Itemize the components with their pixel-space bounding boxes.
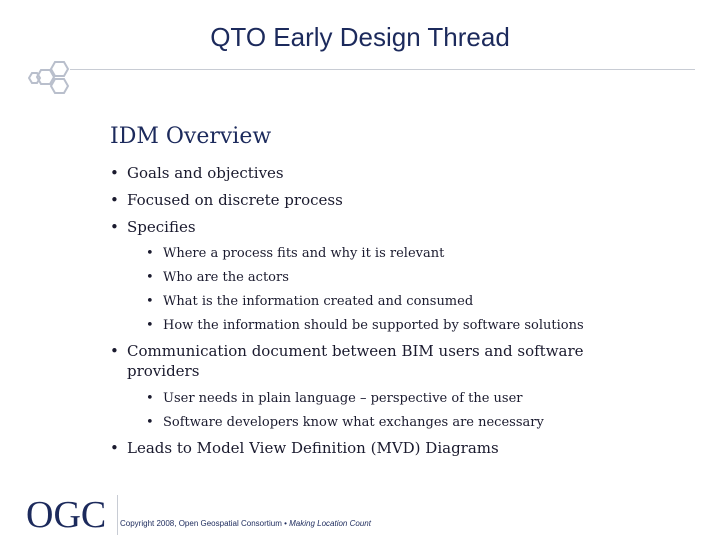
footer-copyright — [120, 519, 371, 528]
sub-list-item-text: Software developers know what exchanges are necessary — [163, 415, 544, 430]
bullet-icon: • — [110, 191, 119, 209]
copyright-text: Copyright 2008, Open Geospatial Consortium • — [120, 519, 287, 528]
list-item-text: Specifies — [127, 218, 196, 236]
list-item-text: Focused on discrete process — [127, 191, 343, 209]
sub-list-item — [146, 293, 616, 311]
tagline-text: Making Location Count — [289, 519, 371, 528]
title-divider — [70, 69, 695, 70]
list-item-text: Leads to Model View Definition (MVD) Diagrams — [127, 439, 499, 457]
sub-list-item-text: What is the information created and consumed — [163, 294, 474, 309]
bullet-icon: • — [110, 218, 119, 236]
hexagon-cluster-icon — [28, 60, 78, 100]
bullet-icon: • — [146, 294, 154, 309]
sub-list-item — [146, 317, 616, 335]
list-item — [110, 217, 630, 237]
sub-list-item — [146, 390, 616, 408]
bullet-icon: • — [146, 246, 154, 261]
footer-divider — [117, 495, 118, 535]
list-item — [110, 163, 630, 183]
bullet-icon: • — [110, 164, 119, 182]
list-item-text: Communication document between BIM users and software providers — [127, 342, 584, 380]
list-item — [110, 190, 630, 210]
bullet-icon: • — [146, 270, 154, 285]
sub-list-item — [146, 414, 616, 432]
list-item — [110, 438, 630, 458]
sub-list-item-text: How the information should be supported by software solutions — [163, 318, 584, 333]
sub-list-item-text: User needs in plain language – perspective of the user — [163, 391, 523, 406]
list-item — [110, 341, 600, 381]
ogc-logo: OGC — [26, 494, 107, 536]
bullet-icon: • — [146, 415, 154, 430]
section-heading: IDM Overview — [110, 124, 272, 149]
sub-list-item — [146, 245, 616, 263]
sub-list-item-text: Where a process fits and why it is relevant — [163, 246, 445, 261]
sub-list-item-text: Who are the actors — [163, 270, 289, 285]
bullet-icon: • — [146, 318, 154, 333]
sub-list-item — [146, 269, 616, 287]
list-item-text: Goals and objectives — [127, 164, 284, 182]
slide-title: QTO Early Design Thread — [210, 22, 510, 52]
bullet-icon: • — [146, 391, 154, 406]
bullet-icon: • — [110, 439, 119, 457]
bullet-icon: • — [110, 342, 119, 360]
